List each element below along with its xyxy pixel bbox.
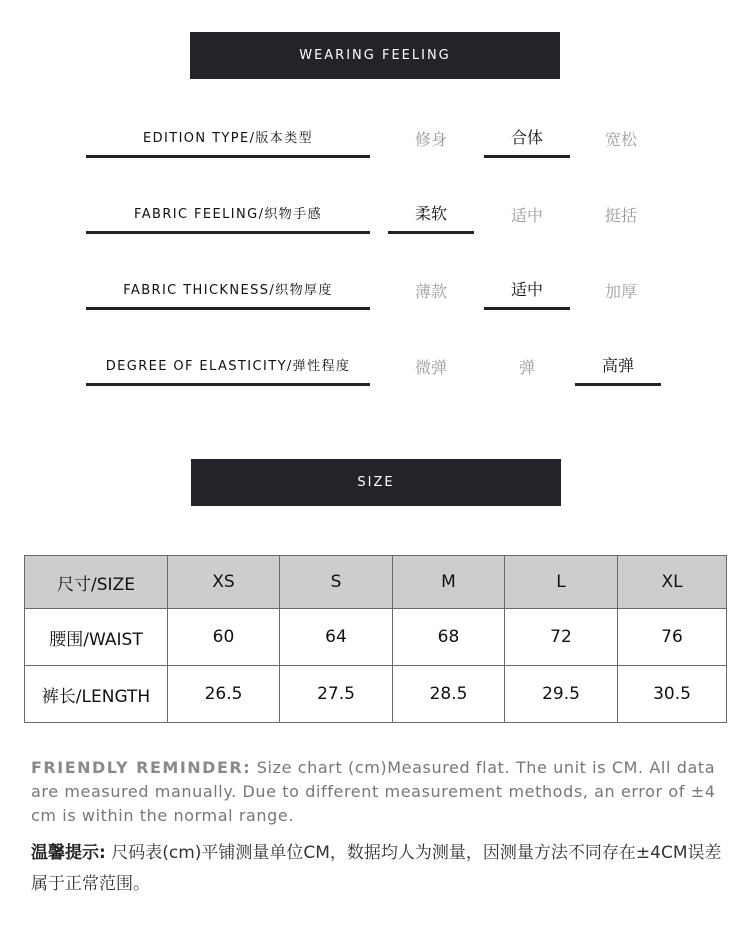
header-cell: XS — [168, 556, 280, 609]
attr-option: 加厚 — [604, 281, 637, 301]
size-table-header — [25, 556, 727, 609]
table-row — [25, 666, 727, 723]
attr-option: 修身 — [414, 129, 447, 149]
table-cell: 29.5 — [505, 666, 618, 723]
table-cell: 27.5 — [280, 666, 393, 723]
table-cell: 72 — [505, 609, 618, 666]
reminder-cn-label: 温馨提示: — [31, 843, 106, 863]
header-cell: M — [393, 556, 505, 609]
friendly-reminder-en — [31, 756, 731, 828]
attr-option: 微弹 — [414, 357, 447, 377]
header-cell: L — [505, 556, 618, 609]
attr-label-fabric-feeling: FABRIC FEELING/织物手感 — [86, 194, 370, 234]
attr-option: 挺括 — [604, 205, 637, 225]
attr-option: 薄款 — [414, 281, 447, 301]
size-title: SIZE — [357, 475, 395, 490]
table-cell: 裤长/LENGTH — [25, 666, 168, 723]
table-row — [25, 609, 727, 666]
header-cell: 尺寸/SIZE — [25, 556, 168, 609]
table-cell: 76 — [618, 609, 727, 666]
table-cell: 30.5 — [618, 666, 727, 723]
size-banner — [191, 459, 561, 506]
attr-option: 适中 — [510, 205, 543, 225]
attr-option-selected: 合体 — [484, 118, 570, 158]
table-cell: 26.5 — [168, 666, 280, 723]
attr-label-elasticity: DEGREE OF ELASTICITY/弹性程度 — [86, 346, 370, 386]
reminder-en-text: Size chart (cm)Measured flat. The unit is CM. All data are measured manually. Due to different measurement methods, an error of ±4 cm is within the normal range. — [31, 758, 716, 825]
table-cell: 60 — [168, 609, 280, 666]
attr-option: 宽松 — [604, 129, 637, 149]
table-cell: 28.5 — [393, 666, 505, 723]
attr-option-selected: 柔软 — [388, 194, 474, 234]
header-cell: XL — [618, 556, 727, 609]
header-cell: S — [280, 556, 393, 609]
friendly-reminder-cn — [31, 838, 731, 900]
attr-label-edition-type: EDITION TYPE/版本类型 — [86, 118, 370, 158]
reminder-cn-text: 尺码表(cm)平铺测量单位CM，数据均人为测量，因测量方法不同存在±4CM误差属于正常范围。 — [31, 843, 722, 894]
attr-option-selected: 适中 — [484, 270, 570, 310]
table-cell: 64 — [280, 609, 393, 666]
table-cell: 68 — [393, 609, 505, 666]
wearing-feeling-banner — [190, 32, 560, 79]
attr-option: 弹 — [518, 357, 535, 377]
attr-option-selected: 高弹 — [575, 346, 661, 386]
reminder-en-label: FRIENDLY REMINDER: — [31, 758, 252, 777]
table-cell: 腰围/WAIST — [25, 609, 168, 666]
attr-label-fabric-thickness: FABRIC THICKNESS/织物厚度 — [86, 270, 370, 310]
wearing-feeling-title: WEARING FEELING — [299, 48, 451, 63]
size-table — [24, 555, 727, 723]
